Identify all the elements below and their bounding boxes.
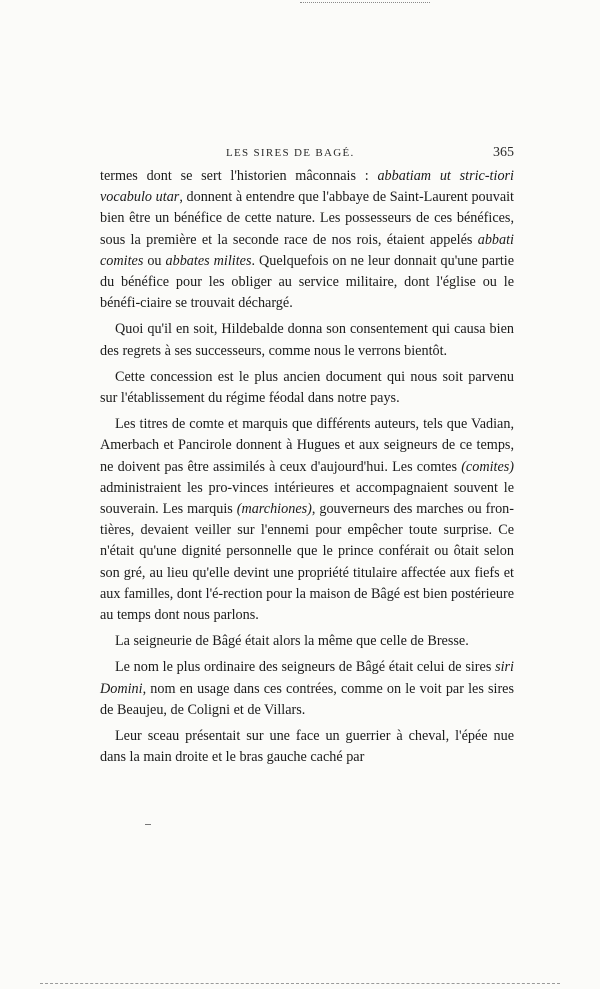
text-run: ou	[143, 252, 166, 269]
text-run: Quoi qu'il en soit, Hildebalde donna son consentement qui causa bien des regrets à ses successeurs, comme nous le verrons bientôt.	[100, 321, 514, 359]
page-number: 365	[493, 145, 514, 160]
text-run: Cette concession est le plus ancien document qui nous soit parvenu sur l'établissement du régime féodal dans notre pays.	[100, 368, 514, 407]
text-run: , donnent à entendre que l'abbaye de Saint-Laurent pouvait bien être un bénéfice de cette nature. Les possesseurs de ces bénéfices, sous la première et la seconde race de nos rois, étaient appelés	[100, 189, 515, 248]
bottom-edge-rule	[40, 983, 560, 984]
italic-term: abbatiam ut stric-tiori vocabulo utar	[100, 168, 514, 206]
italic-term: (marchiones)	[236, 501, 312, 518]
top-edge-rule	[300, 2, 430, 3]
text-run: , gouverneurs des marches ou fron-tières, devaient veiller sur l'ennemi pour empêcher toute surprise. Ce n'était qu'une dignité personnelle que le prince conférait ou ôtait selon son gré, au lieu qu'elle devint une propriété titulaire affectée aux fiefs et aux familles, dont l'é-rection pour la maison de Bâgé est bien postérieure au temps dont nous parlons.	[100, 501, 514, 624]
paragraph	[100, 367, 514, 409]
page-header	[100, 147, 514, 165]
running-title: LES SIRES DE BAGÉ.	[226, 147, 355, 159]
text-run: La seigneurie de Bâgé était alors la même que celle de Bresse.	[115, 633, 469, 650]
paragraph	[100, 631, 514, 652]
body-text	[100, 166, 514, 773]
text-run: Les titres de comte et marquis que différents auteurs, tels que Vadian, Amerbach et Pancirole donnent à Hugues et aux seigneurs de ce temps, ne doivent pas être assimilés à ceux d'aujourd'hui. Les comtes	[100, 416, 514, 475]
text-run: Leur sceau présentait sur une face un guerrier à cheval, l'épée nue dans la main droite et le bras gauche caché par	[100, 728, 514, 766]
margin-mark	[145, 824, 151, 825]
paragraph	[100, 319, 514, 361]
paragraph	[100, 414, 514, 626]
paragraph	[100, 166, 514, 314]
paragraph	[100, 657, 514, 721]
text-run: termes dont se sert l'historien mâconnais :	[100, 168, 378, 184]
text-run: , nom en usage dans ces contrées, comme on le voit par les sires de Beaujeu, de Coligni et de Villars.	[100, 680, 514, 718]
italic-term: abbates milites	[165, 252, 252, 269]
text-run: Le nom le plus ordinaire des seigneurs de Bâgé était celui de sires	[115, 659, 496, 676]
italic-term: (comites)	[461, 458, 514, 475]
text-run: administraient les pro-vinces intérieures et accompagnaient souvent le souverain. Les marquis	[100, 479, 514, 518]
italic-term: siri Domini	[100, 659, 514, 697]
paragraph	[100, 726, 514, 768]
text-run: . Quelquefois on ne leur donnait qu'une partie du bénéfice pour les obliger au service militaire, dont l'église ou le bénéfi-ciaire se trouvait déchargé.	[100, 252, 515, 312]
italic-term: abbati comites	[100, 231, 514, 269]
